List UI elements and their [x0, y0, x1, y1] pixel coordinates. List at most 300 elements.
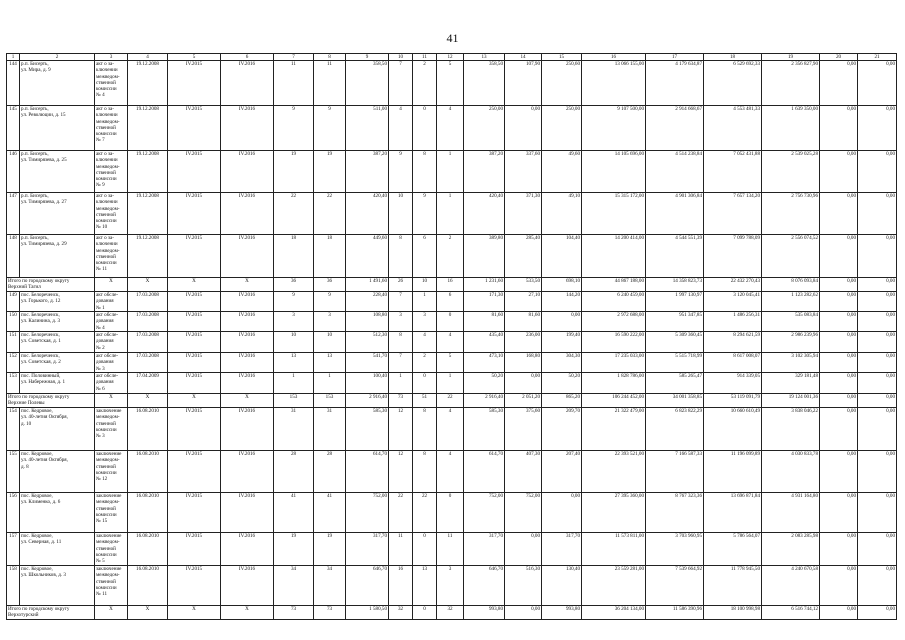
cell-col-6: IV.2016: [221, 61, 274, 106]
cell-col-15: 130,40: [542, 566, 582, 606]
cell-col-14: 236,00: [505, 332, 542, 353]
cell-col-4: 16.08.2010: [128, 408, 168, 451]
cell-col-12: 3: [437, 566, 464, 606]
column-number-11: 11: [413, 54, 437, 61]
cell-col-7: 22: [274, 193, 314, 235]
cell-col-11: 51: [413, 394, 437, 408]
table-row: [7, 566, 897, 606]
cell-col-1: 154: [7, 408, 20, 451]
cell-col-17: 4 514 238,84: [646, 151, 704, 193]
cell-col-14: 81,60: [505, 312, 542, 332]
cell-col-20: 0,00: [820, 312, 858, 332]
cell-col-8: 18: [314, 235, 346, 278]
cell-col-2: пос. Белореченск, ул. Советская, д. 2: [20, 353, 95, 373]
cell-col-8: 36: [314, 278, 346, 292]
cell-col-19: 329 181,48: [762, 373, 820, 394]
cell-col-11: 6: [413, 235, 437, 278]
cell-col-14: 337,60: [505, 151, 542, 193]
cell-col-21: 0,00: [858, 292, 897, 312]
cell-col-8: 1: [314, 373, 346, 394]
column-number-1: 1: [7, 54, 20, 61]
cell-col-8: 9: [314, 106, 346, 151]
cell-col-17: 8 767 323,36: [646, 493, 704, 533]
column-number-19: 19: [762, 54, 820, 61]
cell-col-17: 6 823 822,29: [646, 408, 704, 451]
cell-col-20: 0,00: [820, 278, 858, 292]
table-row: [7, 193, 897, 235]
cell-col-2: р.п. Бисерть, ул. Тимирязева, д. 29: [20, 235, 95, 278]
cell-col-11: 0: [413, 373, 437, 394]
cell-col-15: 50,20: [542, 373, 582, 394]
column-number-9: 9: [346, 54, 389, 61]
cell-col-15: 49,10: [542, 193, 582, 235]
cell-col-1: 158: [7, 566, 20, 606]
cell-col-19: 3 838 046,22: [762, 408, 820, 451]
cell-col-7: 10: [274, 332, 314, 353]
cell-col-18: 3 120 045,41: [704, 292, 762, 312]
cell-col-5: IV.2015: [168, 566, 221, 606]
cell-col-9: 541,70: [346, 353, 389, 373]
cell-col-8: 22: [314, 193, 346, 235]
cell-col-10: 26: [389, 278, 413, 292]
cell-col-10: 7: [389, 292, 413, 312]
cell-col-17: 7 166 587,33: [646, 451, 704, 493]
cell-col-16: 13 066 155,00: [582, 61, 646, 106]
column-number-5: 5: [168, 54, 221, 61]
cell-col-18: 1 486 256,31: [704, 312, 762, 332]
cell-col-7: 31: [274, 408, 314, 451]
table-row: [7, 151, 897, 193]
cell-col-3: X: [95, 394, 128, 408]
cell-col-13: 473,10: [464, 353, 505, 373]
cell-col-13: 250,00: [464, 106, 505, 151]
housing-register-table: [6, 53, 897, 620]
cell-col-21: 0,00: [858, 278, 897, 292]
table-row: [7, 332, 897, 353]
cell-col-17: 34 001 358,85: [646, 394, 704, 408]
cell-col-2: пос. Белореченск, ул. Советская, д. 1: [20, 332, 95, 353]
cell-col-13: 646,70: [464, 566, 505, 606]
cell-col-12: 5: [437, 353, 464, 373]
cell-col-5: IV.2015: [168, 106, 221, 151]
cell-col-4: 16.08.2010: [128, 493, 168, 533]
cell-col-12: 11: [437, 533, 464, 566]
cell-col-3: акт обсле- дования № 2: [95, 332, 128, 353]
subtotal-row: [7, 278, 897, 292]
cell-col-16: 15 315 172,00: [582, 193, 646, 235]
cell-col-21: 0,00: [858, 408, 897, 451]
cell-col-12: 4: [437, 451, 464, 493]
cell-col-16: 44 867 188,00: [582, 278, 646, 292]
cell-col-16: 106 244 452,00: [582, 394, 646, 408]
cell-col-15: 250,60: [542, 61, 582, 106]
cell-col-4: 19.12.2008: [128, 235, 168, 278]
cell-col-9: 317,70: [346, 533, 389, 566]
cell-col-6: IV.2016: [221, 235, 274, 278]
cell-col-5: IV.2015: [168, 193, 221, 235]
column-number-12: 12: [437, 54, 464, 61]
cell-col-18: 22 432 270,43: [704, 278, 762, 292]
cell-col-9: 646,70: [346, 566, 389, 606]
table-row: [7, 451, 897, 493]
cell-col-19: 3 102 305,94: [762, 353, 820, 373]
cell-col-17: 5 309 360,45: [646, 332, 704, 353]
cell-col-1: 155: [7, 451, 20, 493]
cell-col-17: 585 265,47: [646, 373, 704, 394]
cell-col-18: 7 052 431,88: [704, 151, 762, 193]
cell-col-12: 5: [437, 61, 464, 106]
column-number-20: 20: [820, 54, 858, 61]
cell-col-4: 19.12.2008: [128, 151, 168, 193]
cell-col-21: 0,00: [858, 61, 897, 106]
cell-col-8: 28: [314, 451, 346, 493]
subtotal-row: [7, 606, 897, 620]
cell-col-5: IV.2015: [168, 373, 221, 394]
cell-col-6: X: [221, 606, 274, 620]
cell-col-1: 151: [7, 332, 20, 353]
cell-col-18: 7 099 788,09: [704, 235, 762, 278]
cell-col-7: 19: [274, 533, 314, 566]
cell-col-19: 2 083 285,98: [762, 533, 820, 566]
cell-col-9: 1 491,60: [346, 278, 389, 292]
cell-col-12: 0: [437, 312, 464, 332]
cell-col-7: 19: [274, 151, 314, 193]
cell-col-10: 12: [389, 408, 413, 451]
cell-col-6: IV.2016: [221, 332, 274, 353]
cell-col-8: 153: [314, 394, 346, 408]
cell-col-8: 10: [314, 332, 346, 353]
table-row: [7, 235, 897, 278]
cell-col-9: 387,20: [346, 151, 389, 193]
cell-col-3: акт обсле- дования № 6: [95, 373, 128, 394]
cell-col-2: пос. Белореченск, ул. Горького, д. 12: [20, 292, 95, 312]
cell-col-4: X: [128, 394, 168, 408]
cell-col-2: пос. Кедровое, ул. Северная, д. 11: [20, 533, 95, 566]
cell-col-19: 2 356 827,90: [762, 61, 820, 106]
cell-col-8: 31: [314, 408, 346, 451]
cell-col-7: 1: [274, 373, 314, 394]
cell-col-18: 53 119 091,79: [704, 394, 762, 408]
cell-col-19: 8 076 093,84: [762, 278, 820, 292]
cell-col-7: 34: [274, 566, 314, 606]
cell-col-14: 407,30: [505, 451, 542, 493]
cell-col-9: 228,40: [346, 292, 389, 312]
cell-col-1: 150: [7, 312, 20, 332]
cell-col-16: 23 559 281,00: [582, 566, 646, 606]
cell-col-3: X: [95, 606, 128, 620]
cell-col-12: 22: [437, 394, 464, 408]
cell-col-13: 387,20: [464, 151, 505, 193]
cell-col-17: 951 347,85: [646, 312, 704, 332]
cell-col-20: 0,00: [820, 493, 858, 533]
cell-col-5: IV.2015: [168, 533, 221, 566]
cell-col-15: 304,30: [542, 353, 582, 373]
cell-col-15: 209,70: [542, 408, 582, 451]
cell-col-8: 9: [314, 292, 346, 312]
table-row: [7, 533, 897, 566]
cell-col-15: 865,20: [542, 394, 582, 408]
cell-col-16: 9 107 500,00: [582, 106, 646, 151]
cell-col-3: акт обсле- дования № 4: [95, 312, 128, 332]
cell-col-9: 100,40: [346, 373, 389, 394]
cell-col-14: 168,80: [505, 353, 542, 373]
cell-col-1: 157: [7, 533, 20, 566]
cell-col-14: 0,00: [505, 606, 542, 620]
cell-col-15: 199,40: [542, 332, 582, 353]
cell-col-13: 2 916,40: [464, 394, 505, 408]
table-row: [7, 408, 897, 451]
cell-col-4: 16.08.2010: [128, 566, 168, 606]
cell-col-21: 0,00: [858, 193, 897, 235]
cell-col-21: 0,00: [858, 235, 897, 278]
cell-col-10: 8: [389, 235, 413, 278]
cell-col-1: 156: [7, 493, 20, 533]
cell-col-6: IV.2016: [221, 408, 274, 451]
cell-col-11: 0: [413, 533, 437, 566]
column-number-17: 17: [646, 54, 704, 61]
cell-col-20: 0,00: [820, 373, 858, 394]
cell-col-6: IV.2016: [221, 451, 274, 493]
cell-col-17: 3 703 960,95: [646, 533, 704, 566]
cell-col-3: заключение межведом- ственной комиссии № 11: [95, 566, 128, 606]
cell-col-3: заключение межведом- ственной комиссии № 12: [95, 451, 128, 493]
cell-col-18: 11 778 945,50: [704, 566, 762, 606]
cell-col-15: 104,40: [542, 235, 582, 278]
cell-col-20: 0,00: [820, 566, 858, 606]
cell-col-9: 511,00: [346, 106, 389, 151]
cell-col-11: 0: [413, 106, 437, 151]
cell-col-6: IV.2016: [221, 151, 274, 193]
cell-col-18: 18 100 998,98: [704, 606, 762, 620]
cell-col-1: 144: [7, 61, 20, 106]
cell-col-18: 7 657 134,20: [704, 193, 762, 235]
cell-col-13: 50,20: [464, 373, 505, 394]
cell-col-16: 17 235 033,00: [582, 353, 646, 373]
cell-col-13: 993,80: [464, 606, 505, 620]
cell-col-16: 2 972 688,00: [582, 312, 646, 332]
cell-col-17: 4 179 634,87: [646, 61, 704, 106]
cell-col-3: акт о за- ключении межведом- ственной комиссии № 10: [95, 193, 128, 235]
cell-col-9: 512,30: [346, 332, 389, 353]
cell-col-4: X: [128, 606, 168, 620]
cell-col-7: 18: [274, 235, 314, 278]
cell-col-15: 993,80: [542, 606, 582, 620]
cell-col-8: 34: [314, 566, 346, 606]
cell-col-18: 6 529 692,33: [704, 61, 762, 106]
cell-col-5: IV.2015: [168, 353, 221, 373]
cell-col-14: 371,30: [505, 193, 542, 235]
cell-col-6: IV.2016: [221, 106, 274, 151]
cell-col-17: 5 515 718,99: [646, 353, 704, 373]
cell-col-5: X: [168, 278, 221, 292]
cell-col-4: X: [128, 278, 168, 292]
cell-col-17: 11 586 390,96: [646, 606, 704, 620]
cell-col-17: 1 997 130,97: [646, 292, 704, 312]
cell-col-5: IV.2015: [168, 61, 221, 106]
cell-col-6: IV.2016: [221, 353, 274, 373]
cell-col-4: 17.03.2008: [128, 312, 168, 332]
cell-col-11: 8: [413, 451, 437, 493]
table-row: [7, 353, 897, 373]
cell-col-18: 8 617 008,07: [704, 353, 762, 373]
cell-col-4: 17.03.2008: [128, 292, 168, 312]
cell-col-11: 8: [413, 151, 437, 193]
cell-col-9: 449,60: [346, 235, 389, 278]
cell-col-14: 2 051,20: [505, 394, 542, 408]
cell-col-20: 0,00: [820, 606, 858, 620]
column-number-10: 10: [389, 54, 413, 61]
cell-col-20: 0,00: [820, 235, 858, 278]
cell-col-13: 81,60: [464, 312, 505, 332]
cell-col-17: 14 358 823,73: [646, 278, 704, 292]
cell-col-11: 10: [413, 278, 437, 292]
cell-col-21: 0,00: [858, 606, 897, 620]
column-number-6: 6: [221, 54, 274, 61]
cell-col-10: 32: [389, 606, 413, 620]
cell-col-13: 435,40: [464, 332, 505, 353]
cell-col-21: 0,00: [858, 332, 897, 353]
cell-col-3: акт о за- ключении межведом- ственной комиссии № 11: [95, 235, 128, 278]
cell-col-10: 11: [389, 533, 413, 566]
cell-col-12: 4: [437, 408, 464, 451]
cell-col-21: 0,00: [858, 353, 897, 373]
cell-col-9: 108,80: [346, 312, 389, 332]
cell-col-12: 6: [437, 292, 464, 312]
cell-col-7: 36: [274, 278, 314, 292]
cell-col-11: 9: [413, 193, 437, 235]
cell-col-14: 0,00: [505, 533, 542, 566]
cell-col-9: 614,70: [346, 451, 389, 493]
cell-col-20: 0,00: [820, 106, 858, 151]
cell-col-4: 16.08.2010: [128, 451, 168, 493]
cell-col-13: 1 231,60: [464, 278, 505, 292]
cell-col-5: IV.2015: [168, 408, 221, 451]
cell-col-12: 4: [437, 332, 464, 353]
cell-col-4: 16.08.2010: [128, 533, 168, 566]
cell-col-5: IV.2015: [168, 451, 221, 493]
cell-col-2: р.п. Бисерть, ул. Мира, д. 9: [20, 61, 95, 106]
cell-col-3: акт о за- ключении межведом- ственной комиссии № 9: [95, 151, 128, 193]
cell-col-8: 73: [314, 606, 346, 620]
cell-col-7: 28: [274, 451, 314, 493]
cell-col-6: IV.2016: [221, 193, 274, 235]
cell-col-4: 17.03.2008: [128, 332, 168, 353]
cell-col-11: 2: [413, 61, 437, 106]
cell-col-19: 2 986 239,96: [762, 332, 820, 353]
cell-col-8: 19: [314, 151, 346, 193]
cell-col-18: 11 196 099,89: [704, 451, 762, 493]
subtotal-label: Итого по городскому округу Верхние Полевы: [7, 394, 95, 408]
cell-col-13: 317,70: [464, 533, 505, 566]
cell-col-2: пос. Кедровое, ул. Школьников, д. 3: [20, 566, 95, 606]
cell-col-14: 516,30: [505, 566, 542, 606]
cell-col-8: 13: [314, 353, 346, 373]
cell-col-19: 2 756 730,96: [762, 193, 820, 235]
cell-col-13: 614,70: [464, 451, 505, 493]
cell-col-16: 16 590 222,00: [582, 332, 646, 353]
cell-col-15: 250,00: [542, 106, 582, 151]
cell-col-10: 12: [389, 451, 413, 493]
cell-col-10: 1: [389, 373, 413, 394]
cell-col-16: 27 395 360,00: [582, 493, 646, 533]
cell-col-12: 16: [437, 278, 464, 292]
cell-col-1: 152: [7, 353, 20, 373]
cell-col-17: 4 901 306,84: [646, 193, 704, 235]
cell-col-7: 153: [274, 394, 314, 408]
cell-col-12: 32: [437, 606, 464, 620]
column-number-3: 3: [95, 54, 128, 61]
table-row: [7, 373, 897, 394]
column-number-2: 2: [20, 54, 95, 61]
cell-col-10: 9: [389, 151, 413, 193]
cell-col-16: 22 393 521,00: [582, 451, 646, 493]
cell-col-11: 1: [413, 292, 437, 312]
cell-col-7: 3: [274, 312, 314, 332]
cell-col-20: 0,00: [820, 451, 858, 493]
cell-col-19: 4 030 833,78: [762, 451, 820, 493]
column-number-13: 13: [464, 54, 505, 61]
cell-col-15: 207,40: [542, 451, 582, 493]
cell-col-3: акт обсле- дования № 3: [95, 353, 128, 373]
subtotal-label: Итого по городскому округу Верхний Тагил: [7, 278, 95, 292]
cell-col-12: 1: [437, 151, 464, 193]
cell-col-13: 420,40: [464, 193, 505, 235]
cell-col-3: заключение межведом- ственной комиссии № 15: [95, 493, 128, 533]
table-row: [7, 312, 897, 332]
cell-col-6: IV.2016: [221, 533, 274, 566]
cell-col-5: IV.2015: [168, 235, 221, 278]
cell-col-10: 10: [389, 193, 413, 235]
cell-col-20: 0,00: [820, 61, 858, 106]
column-number-row: [7, 54, 897, 61]
cell-col-15: 698,10: [542, 278, 582, 292]
cell-col-5: X: [168, 394, 221, 408]
cell-col-8: 11: [314, 61, 346, 106]
cell-col-2: р.п. Бисерть, ул. Тимирязева, д. 25: [20, 151, 95, 193]
cell-col-9: 358,50: [346, 61, 389, 106]
cell-col-19: 19 124 001,36: [762, 394, 820, 408]
cell-col-13: 389,80: [464, 235, 505, 278]
cell-col-17: 2 914 668,67: [646, 106, 704, 151]
cell-col-1: 146: [7, 151, 20, 193]
subtotal-row: [7, 394, 897, 408]
cell-col-4: 19.12.2008: [128, 193, 168, 235]
cell-col-21: 0,00: [858, 394, 897, 408]
cell-col-19: 4 240 670,58: [762, 566, 820, 606]
cell-col-10: 22: [389, 493, 413, 533]
table-row: [7, 493, 897, 533]
cell-col-18: 5 786 564,07: [704, 533, 762, 566]
cell-col-9: 420,40: [346, 193, 389, 235]
cell-col-21: 0,00: [858, 493, 897, 533]
cell-col-14: 0,00: [505, 373, 542, 394]
cell-col-20: 0,00: [820, 151, 858, 193]
cell-col-21: 0,00: [858, 451, 897, 493]
cell-col-2: пос. Кедровое, ул. Клименко, д. 6: [20, 493, 95, 533]
column-number-4: 4: [128, 54, 168, 61]
cell-col-9: 752,00: [346, 493, 389, 533]
column-number-8: 8: [314, 54, 346, 61]
cell-col-6: X: [221, 394, 274, 408]
cell-col-6: IV.2016: [221, 292, 274, 312]
subtotal-label: Итого по городскому округу Верхотурский: [7, 606, 95, 620]
cell-col-12: 0: [437, 493, 464, 533]
cell-col-14: 0,00: [505, 106, 542, 151]
cell-col-20: 0,00: [820, 193, 858, 235]
cell-col-3: X: [95, 278, 128, 292]
cell-col-19: 2 539 025,28: [762, 151, 820, 193]
cell-col-3: заключение межведом- ственной комиссии № 3: [95, 408, 128, 451]
